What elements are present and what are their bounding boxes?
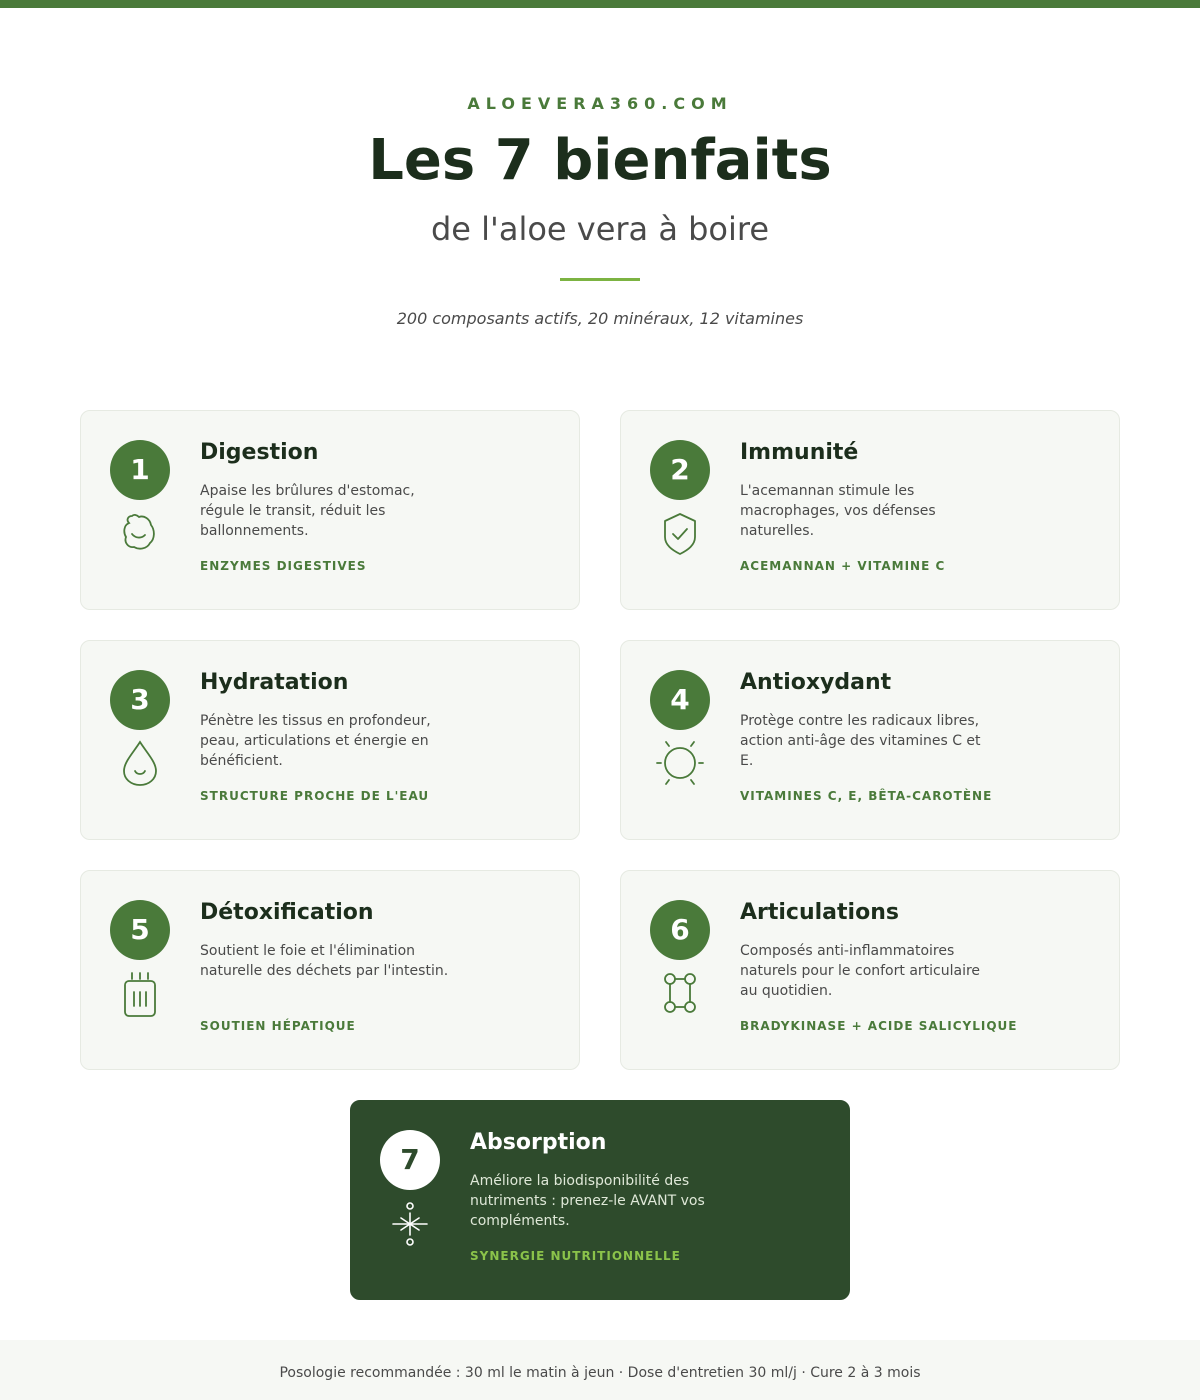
benefit-card-detoxification [80, 870, 580, 1070]
benefit-number: 3 [110, 670, 170, 730]
water-drop-icon [120, 738, 160, 788]
detox-jar-icon [120, 968, 160, 1018]
title-divider [560, 278, 640, 281]
benefit-tag: ENZYMES DIGESTIVES [200, 559, 367, 573]
stomach-icon [120, 508, 160, 558]
top-accent-bar [0, 0, 1200, 8]
benefit-card-immunite [620, 410, 1120, 610]
benefit-card-digestion [80, 410, 580, 610]
benefit-description: Apaise les brûlures d'estomac, régule le transit, réduit les ballonnements. [200, 483, 415, 539]
benefit-tag: STRUCTURE PROCHE DE L'EAU [200, 789, 430, 803]
benefit-card-articulations [620, 870, 1120, 1070]
page-subtitle: de l'aloe vera à boire [430, 210, 770, 248]
benefit-description: Améliore la biodisponibilité des nutriments : prenez-le AVANT vos compléments. [470, 1173, 705, 1229]
benefit-title: Digestion [200, 440, 319, 465]
benefit-card-absorption [350, 1100, 850, 1300]
benefit-title: Articulations [740, 900, 899, 925]
brand-name: ALOEVERA360.COM [467, 94, 733, 113]
benefit-tag: VITAMINES C, E, BÊTA-CAROTÈNE [740, 789, 993, 803]
benefit-number: 7 [380, 1130, 440, 1190]
benefit-title: Détoxification [200, 900, 374, 925]
benefit-tag: SYNERGIE NUTRITIONNELLE [470, 1249, 681, 1263]
benefit-title: Hydratation [200, 670, 349, 695]
benefit-card-hydratation [80, 640, 580, 840]
sun-icon [660, 738, 700, 788]
tagline: 200 composants actifs, 20 minéraux, 12 vitamines [396, 309, 804, 328]
dosage-footer: Posologie recommandée : 30 ml le matin à jeun · Dose d'entretien 30 ml/j · Cure 2 à 3 mois [0, 1340, 1200, 1400]
benefit-number: 1 [110, 440, 170, 500]
benefit-tag: SOUTIEN HÉPATIQUE [200, 1019, 356, 1033]
benefit-description: Pénètre les tissus en profondeur, peau, articulations et énergie en bénéficient. [200, 713, 431, 769]
benefit-number: 6 [650, 900, 710, 960]
benefit-number: 4 [650, 670, 710, 730]
benefit-number: 5 [110, 900, 170, 960]
benefit-tag: BRADYKINASE + ACIDE SALICYLIQUE [740, 1019, 1018, 1033]
benefit-number: 2 [650, 440, 710, 500]
benefit-title: Immunité [740, 440, 859, 465]
page-title: Les 7 bienfaits [368, 128, 832, 193]
benefit-description: L'acemannan stimule les macrophages, vos défenses naturelles. [740, 483, 936, 539]
benefit-description: Composés anti-inflammatoires naturels pour le confort articulaire au quotidien. [740, 943, 981, 999]
absorption-icon [390, 1198, 430, 1248]
benefit-card-antioxydant [620, 640, 1120, 840]
benefit-description: Protège contre les radicaux libres, action anti-âge des vitamines C et E. [740, 713, 981, 769]
shield-check-icon [660, 508, 700, 558]
benefit-tag: ACEMANNAN + VITAMINE C [740, 559, 946, 573]
benefit-title: Absorption [470, 1130, 607, 1155]
benefit-description: Soutient le foie et l'élimination naturelle des déchets par l'intestin. [200, 943, 449, 979]
joint-nodes-icon [660, 968, 700, 1018]
benefit-title: Antioxydant [740, 670, 892, 695]
